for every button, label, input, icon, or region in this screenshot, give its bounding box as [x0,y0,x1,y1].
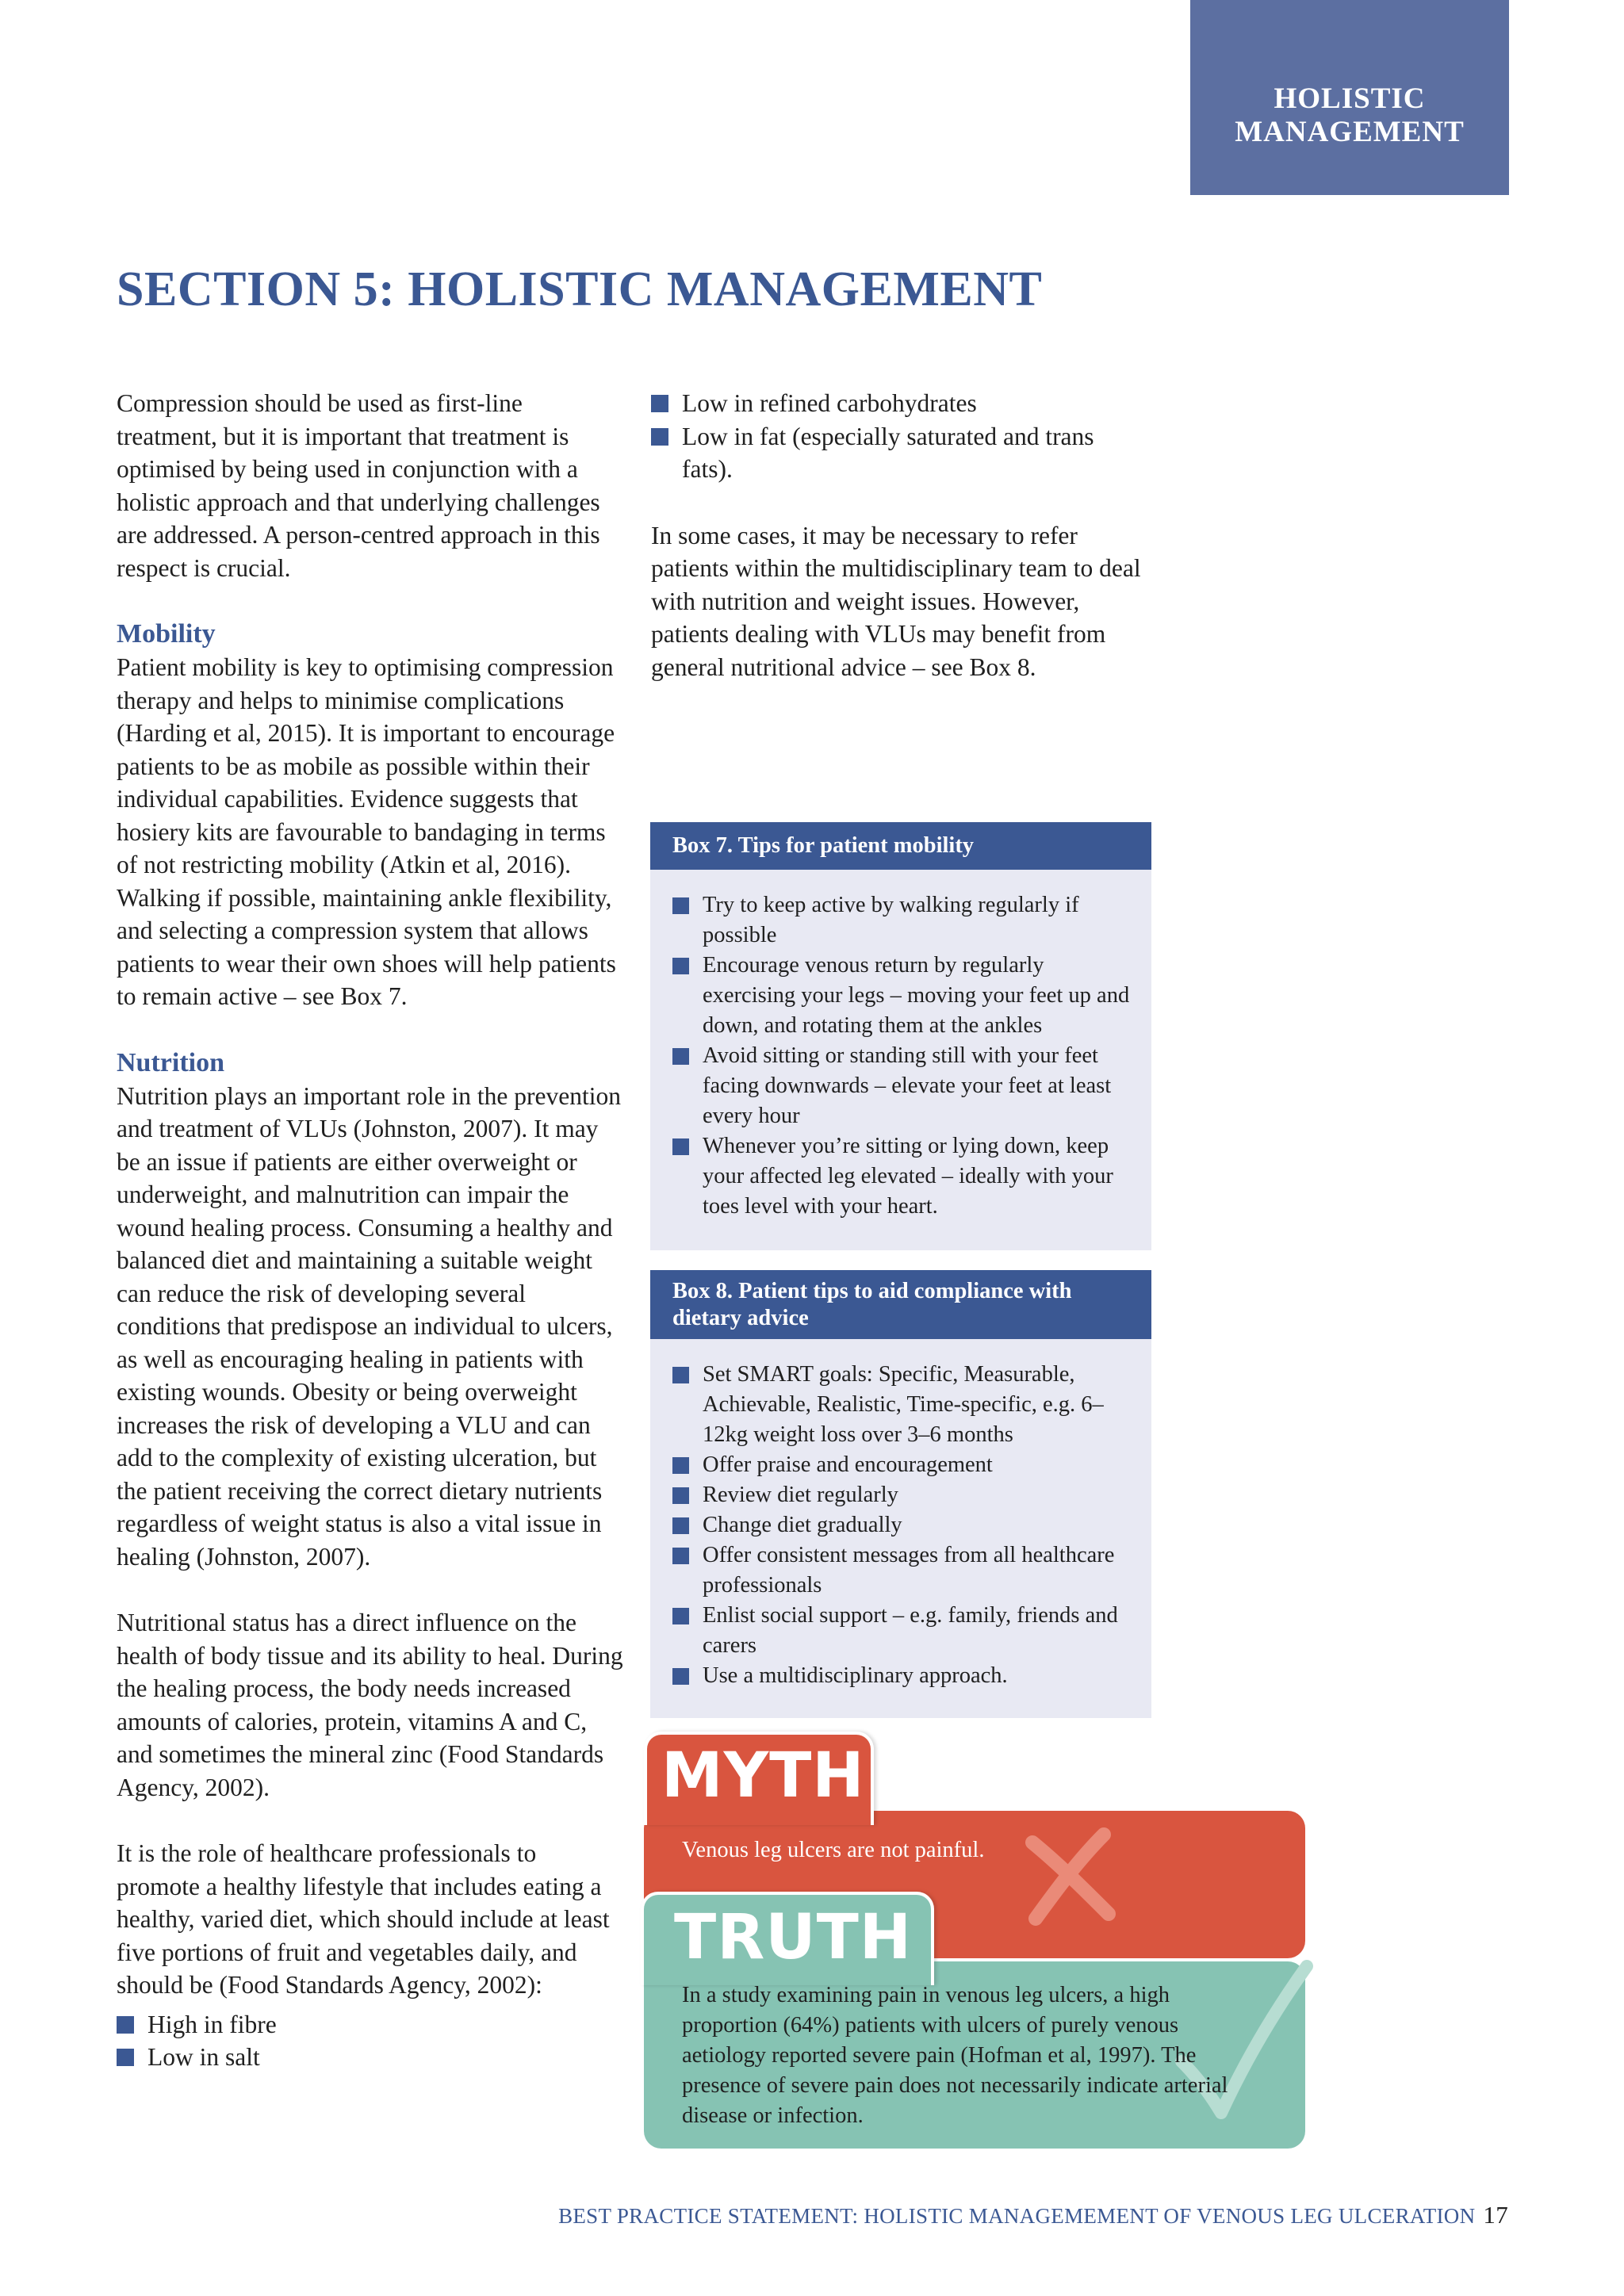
square-bullet-icon [117,2049,134,2066]
list-item: Offer consistent messages from all healthcare professionals [672,1540,1136,1601]
page-footer [558,2201,1508,2229]
list-item: Low in salt [117,2041,624,2074]
square-bullet-icon [117,2016,134,2034]
nutrition-paragraph: Nutrition plays an important role in the prevention and treatment of VLUs (Johnston, 2007). It may be an issue if patients are either overweight or underweight, and malnutrition can impair the wound healing process. Consuming a healthy and balanced diet and maintaining a suitable weight can reduce the risk of developing several conditions that predispose an individual to ulcers, as well as encouraging healing in patients with existing wounds. Obesity or being overweight increases the risk of developing a VLU and can add to the complexity of existing ulceration, but the patient receiving the correct dietary nutrients regardless of weight status is also a vital issue in healing (Johnston, 2007). [117,1081,621,1571]
list-item: Enlist social support – e.g. family, friends and carers [672,1601,1136,1661]
healthy-lifestyle-paragraph: It is the role of healthcare professionals to promote a healthy lifestyle that includes eating a healthy, varied diet, which should include at least five portions of fruit and vegetables daily, and should be (Food Standards Agency, 2002): [117,1839,610,1999]
square-bullet-icon [672,897,689,914]
box7-list [650,870,1151,1222]
box-mobility-tips [650,822,1151,1250]
list-item: Use a multidisciplinary approach. [672,1661,1136,1691]
list-item: Whenever you’re sitting or lying down, keep your affected leg elevated – ideally with your toes level with your heart. [672,1131,1136,1222]
box7-title: Box 7. Tips for patient mobility [650,822,1151,870]
list-item: High in fibre [117,2008,624,2042]
square-bullet-icon [672,1608,689,1624]
square-bullet-icon [672,1517,689,1534]
square-bullet-icon [672,1668,689,1685]
page-number: 17 [1483,2201,1508,2229]
mobility-paragraph: Patient mobility is key to optimising compression therapy and helps to minimise complications (Harding et al, 2015). It is important to encourage patients to be as mobile as possible within their individual capabilities. Evidence suggests that hosiery kits are favourable to bandaging in terms of not restricting mobility (Atkin et al, 2016). Walking if possible, maintaining ankle flexibility, and selecting a compression system that allows patients to wear their own shoes will help patients to remain active – see Box 7. [117,653,616,1010]
square-bullet-icon [651,395,668,412]
box-dietary-tips [650,1270,1151,1718]
list-item: Review diet regularly [672,1480,1136,1510]
square-bullet-icon [672,1138,689,1155]
nutritional-status-paragraph: Nutritional status has a direct influence on the health of body tissue and its ability to heal. During the healing process, the body needs increased amounts of calories, protein, vitamins A and C, and sometimes the mineral zinc (Food Standards Agency, 2002). [117,1609,623,1801]
square-bullet-icon [672,1367,689,1383]
intro-paragraph: Compression should be used as first-line treatment, but it is important that treatment is optimised by being used in conjunction with a holistic approach and that underlying challenges are addressed. A person-centred approach in this respect is crucial. [117,389,600,582]
square-bullet-icon [672,1457,689,1474]
list-item: Try to keep active by walking regularly if possible [672,890,1136,951]
list-item: Encourage venous return by regularly exercising your legs – moving your feet up and down, and rotating them at the ankles [672,951,1136,1041]
square-bullet-icon [672,958,689,974]
list-item: Set SMART goals: Specific, Measurable, Achievable, Realistic, Time-specific, e.g. 6–12kg weight loss over 3–6 months [672,1360,1136,1450]
mobility-heading: Mobility [117,619,216,649]
diet-list [117,2008,624,2074]
box8-title: Box 8. Patient tips to aid compliance with dietary advice [650,1270,1151,1339]
diet-list-continued [651,387,1151,486]
right-column [651,387,1151,683]
section-title: SECTION 5: HOLISTIC MANAGEMENT [117,262,1043,316]
square-bullet-icon [672,1548,689,1564]
list-item: Avoid sitting or standing still with your feet facing downwards – elevate your feet at least every hour [672,1041,1136,1131]
myth-label: MYTH [661,1740,865,1812]
square-bullet-icon [672,1048,689,1065]
left-column [117,387,624,2074]
square-bullet-icon [651,428,668,446]
nutrition-heading: Nutrition [117,1047,224,1077]
section-tab-line2: MANAGEMENT [1235,116,1465,148]
list-item: Low in refined carbohydrates [651,387,1151,420]
truth-label: TRUTH [674,1902,913,1973]
truth-text: In a study examining pain in venous leg ulcers, a high proportion (64%) patients with ulcers of purely venous aetiology reported severe pain (Hofman et al, 1997). The presence of severe pain does not necessarily indicate arterial disease or infection. [682,1983,1228,2128]
box8-list [650,1339,1151,1691]
list-item: Offer praise and encouragement [672,1450,1136,1480]
section-tab-line1: HOLISTIC [1274,82,1426,115]
refer-paragraph: In some cases, it may be necessary to refer patients within the multidisciplinary team to deal with nutrition and weight issues. However, patients dealing with VLUs may benefit from general nutritional advice – see Box 8. [651,521,1141,681]
list-item: Change diet gradually [672,1510,1136,1540]
footer-text: BEST PRACTICE STATEMENT: HOLISTIC MANAGEMEMENT OF VENOUS LEG ULCERATION [558,2204,1476,2228]
square-bullet-icon [672,1487,689,1504]
section-tab [1190,0,1509,195]
cross-icon [1015,1820,1126,1931]
list-item: Low in fat (especially saturated and trans fats). [651,420,1151,486]
myth-text: Venous leg ulcers are not painful. [682,1838,985,1862]
